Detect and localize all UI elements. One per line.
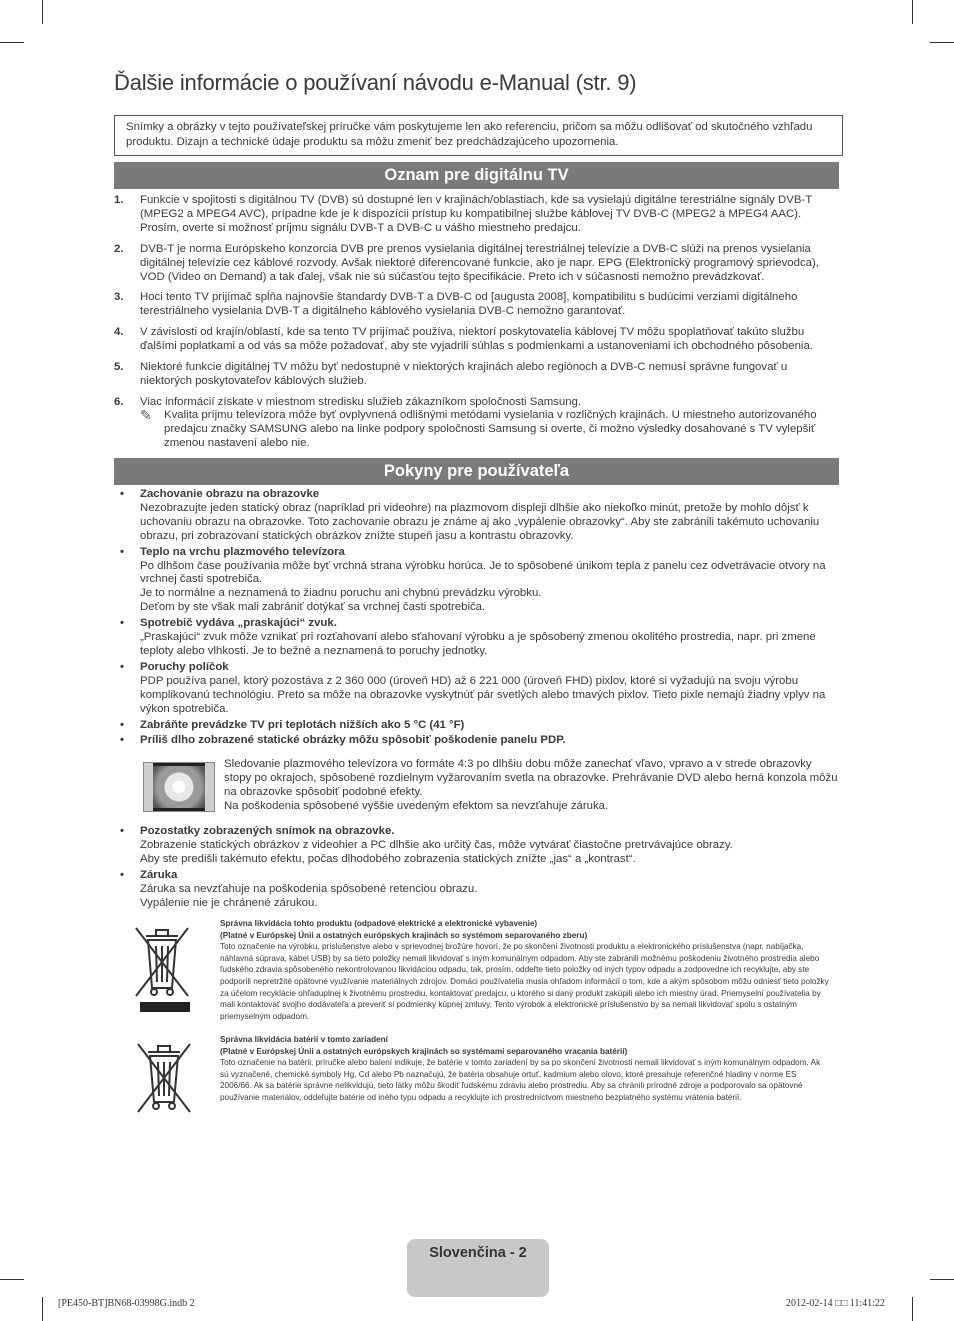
list-item: [114, 546, 838, 616]
item-text: Je to normálne a neznamená to žiadnu poruchu ani chybnú prevádzku výrobku.: [140, 587, 542, 600]
item-text: Niektoré funkcie digitálnej TV môžu byť nedostupné v niektorých krajinách alebo regiónoch a DVB-C nemusí správne fungovať u niektorých poskytovateľov káblových služieb.: [140, 361, 788, 387]
list-item: [114, 291, 838, 319]
page-title: Ďalšie informácie o používaní návodu e-Manual (str. 9): [114, 70, 637, 95]
list-item: [114, 488, 838, 544]
bullet: •: [120, 825, 124, 837]
list-item: [114, 243, 838, 285]
crop-mark: [912, 1297, 913, 1321]
item-title: Zabráňte prevádzke TV pri teplotách nižších ako 5 °C (41 °F): [140, 718, 465, 731]
item-text: PDP používa panel, ktorý pozostáva z 2 360 000 (úroveň HD) až 6 221 000 (úroveň FHD) pixlov, ktoré si vyžadujú na svoju výrobu komplikovanú technológiu. Preto sa môže na obrazovke vyskytnúť pár svetlých alebo tmavých pixlov. Tieto pixle nemajú žiadny vplyv na výkon spotrebiča.: [140, 674, 826, 715]
disclaimer-box: Snímky a obrázky v tejto používateľskej príručke vám poskytujeme len ako referenciu, pričom sa môžu odlišovať od skutočného vzhľadu produktu. Dizajn a technické údaje produktu sa môžu zmeniť bez predchádzajúceho upozornenia.: [114, 115, 843, 156]
item-title: Príliš dlho zobrazené statické obrázky môžu spôsobiť poškodenie panelu PDP.: [140, 734, 566, 747]
section-heading-digital-tv: Oznam pre digitálnu TV: [114, 162, 839, 189]
pdp-warning-text: [224, 758, 840, 814]
print-slug-file: [PE450-BT]BN68-03998G.indb 2: [58, 1298, 195, 1309]
digital-tv-list: [114, 194, 838, 417]
item-title: Záruka: [140, 868, 178, 881]
item-text: Nezobrazujte jeden statický obraz (napríklad pri videohre) na plazmovom displeji dlhšie ako niekoľko minút, pretože by mohlo dôjsť k uchovaniu obrazu na obrazovke. Toto zachovanie obrazu je známe aj ako „vypálenie obrazovky“. Aby ste zabránili takémuto uchovaniu obrazu, pri zobrazovaní statických obrázkov znížte stupeň jasu a kontrastu obrazovky.: [140, 501, 820, 542]
list-item: [114, 361, 838, 389]
disposal-body: Toto označenie na batérii, príručke alebo balení indikuje, že batérie v tomto zariadení by sa po skončení životnosti nemali likvidovať s iným komunálnym odpadom. Ak sú vyznačené, chemické symboly Hg, Cd alebo Pb naznačujú, že batéria obsahuje ortuť, kadmium alebo olovo, ktoré presahuje referenčné hladiny v norme ES 2006/66. Ak sa batérie správne nelikvidujú, tieto látky môžu škodiť ľudskému zdraviu alebo prostrediu. Aby sa chránili prírodné zdroje a podporovalo sa opätovné používanie materiálov, oddeľujte batérie od iného typu odpadu a recyklujte ich prostredníctvom miestneho bezplatného systému vrátenia batérií.: [220, 1058, 821, 1102]
pdp-text-line: Sledovanie plazmového televízora vo formáte 4:3 po dlhšiu dobu môže zanechať vľavo, vpravo a v strede obrazovky stopy po okrajoch, spôsobené rozdielnym vyžarovaním svetla na obrazovke. Prehrávanie DVD alebo herná konzola môžu na obrazovke spôsobiť podobné efekty.: [224, 758, 838, 798]
list-item: [114, 326, 838, 354]
disposal-subtitle: (Platné v Európskej Únii a ostatných európskych krajinách so systémom separovaného zberu): [220, 930, 588, 940]
item-title: Teplo na vrchu plazmového televízora: [140, 545, 345, 558]
item-text: V závislosti od krajín/oblastí, kde sa tento TV prijímač používa, niektorí poskytovatelia káblovej TV môžu spoplatňovať takúto službu ďalšími poplatkami a od vás sa môže požadovať, aby ste vyjadrili súhlas s podmienkami a ustanoveniami ich obchodného pôsobenia.: [140, 326, 813, 353]
list-item: [114, 719, 838, 733]
item-title: Spotrebič vydáva „praskajúci“ zvuk.: [140, 617, 337, 630]
item-number: 1.: [114, 194, 124, 206]
side-bar-left: [144, 763, 153, 811]
crop-mark: [930, 42, 954, 43]
crop-mark: [912, 0, 913, 24]
item-text: Funkcie v spojitosti s digitálnou TV (DVB) sú dostupné len v krajinách/oblastiach, kde sa vysielajú digitálne terestriálne signály DVB-T (MPEG2 a MPEG4 AVC), prípadne kde je k dispozícii prístup ku kompatibilnej službe káblovej TV DVB-C (MPEG2 a MPEG4 AAC). Prosím, overte si možnosť príjmu signálu DVB-T a DVB-C u vášho miestneho predajcu.: [140, 194, 812, 234]
side-bar-right: [205, 763, 214, 811]
list-item: [114, 734, 838, 748]
crop-mark: [930, 1279, 954, 1280]
item-text: Aby ste predišli takémuto efektu, počas dlhodobého zobrazenia statických znížte „jas“ a „kontrast“.: [140, 852, 636, 865]
disposal-subtitle: (Platné v Európskej Únii a ostatných európskych krajinách so systémami separovaného vracania batérií): [220, 1046, 628, 1056]
bullet: •: [120, 617, 124, 630]
disposal-body: Toto označenie na výrobku, príslušenstve alebo v sprievodnej brožúre hovorí, že po skončení životnosti produktu a elektronického príslušenstva (napr. nabíjačka, náhlavná súprava, kábel USB) by sa tieto položky nemali likvidovať s iným komunálnym odpadom. Aby ste zabránili možnému poškodeniu životného prostredia alebo ľudského zdravia spôsobeného nekontrolovanou likvidáciou odpadu, tak, prosím, oddeľte tieto položky od iných typov odpadu a zodpovedne ich recyklujte, aby ste podporili nepretržité opätovné využívanie materiálnych zdrojov. Domáci používatelia musia ohľadom informácií o tom, kde a akým spôsobom môžu odniesť tieto položky za účelom recyklácie ohľaduplnej k životnému prostrediu, kontaktovať predajcu, u ktorého si daný produkt zakúpili alebo ich miestny úrad. Priemyselní používatelia by mali kontaktovať svojho dodávateľa a preveriť si podmienky kúpnej zmluvy. Tento výrobok a elektronické príslušenstvo by sa nemali likvidovať spolu s ostatným priemyselným odpadom.: [220, 942, 829, 1021]
list-item: [114, 869, 838, 911]
reception-note: [140, 409, 854, 451]
item-number: 2.: [114, 242, 124, 255]
user-instructions-list-b: [114, 825, 838, 912]
list-item: [114, 661, 838, 717]
pdp-text-line: Na poškodenia spôsobené vyššie uvedeným efektom sa nevzťahuje záruka.: [224, 799, 609, 812]
item-text: „Praskajúci“ zvuk môže vznikať pri rozťahovaní alebo sťahovaní výrobku a je spôsobený zmenou okolitého prostredia, napr. pri zmene teploty alebo vlhkosti. Je to bežné a neznamená to poruchy jednotky.: [140, 631, 816, 657]
disposal-title: Správna likvidácia tohto produktu (odpadové elektrické a elektronické vybavenie): [220, 919, 538, 928]
item-number: 6.: [114, 395, 124, 408]
item-text: Viac informácií získate v miestnom stredisku služieb zákazníkom spoločnosti Samsung.: [140, 395, 582, 408]
item-text: DVB-T je norma Európskeho konzorcia DVB pre prenos vysielania digitálnej terestriálnej televízie a DVB-C slúži na prenos vysielania digitálnej televízie cez káblové rozvody. Avšak niektoré diferencované funkcie, ako je napr. EPG (Elektronický programový sprievodca), VOD (Video on Demand) a tak ďalej, však nie sú súčasťou tejto špecifikácie. Preto ich v súčasnosti nemožno prevádzkovať.: [140, 242, 819, 283]
item-text: Zobrazenie statických obrázkov z videohier a PC dlhšie ako určitý čas, môže vytvárať čiastočne pretrvávajúce obrazy.: [140, 838, 733, 851]
page-number-tab: [407, 1239, 549, 1297]
item-text: Deťom by ste však mali zabrániť dotýkať sa vrchnej časti spotrebiča.: [140, 601, 486, 614]
item-number: 4.: [114, 326, 124, 339]
pencil-note-icon: ✎: [140, 407, 152, 423]
item-text: Vypálenie nie je chránené zárukou.: [140, 896, 318, 909]
disposal-title: Správna likvidácia batérií v tomto zariadení: [220, 1035, 388, 1044]
tv-screen-image: [143, 762, 215, 812]
bullet: •: [120, 660, 124, 673]
item-title: Zachovanie obrazu na obrazovke: [140, 488, 320, 500]
list-item: [114, 396, 838, 410]
bullet: •: [120, 488, 124, 500]
list-item: [114, 617, 838, 659]
item-number: 5.: [114, 361, 124, 374]
bullet: •: [120, 545, 124, 558]
print-slug-date: 2012-02-14 □□ 11:41:22: [786, 1298, 885, 1309]
item-number: 3.: [114, 291, 124, 304]
crossed-bin-icon: [132, 922, 192, 1016]
item-title: Pozostatky zobrazených snímok na obrazovke.: [140, 825, 395, 837]
crop-mark: [0, 1279, 24, 1280]
crop-mark: [42, 1297, 43, 1321]
crossed-bin-icon: [134, 1040, 194, 1120]
flower-image: [153, 766, 205, 808]
list-item: [114, 194, 838, 236]
user-instructions-list-a: [114, 488, 838, 750]
note-text: Kvalita príjmu televízora môže byť ovplyvnená odlišnými metódami vysielania v rozličných krajinách. U miestneho autorizovaného predajcu značky SAMSUNG alebo na linke podpory spoločnosti Samsung si overte, či možno výsledky dosahované s TV vylepšiť zmenou nastavení alebo nie.: [164, 409, 817, 449]
page-number: Slovenčina - 2: [429, 1245, 527, 1261]
battery-disposal-text: [220, 1034, 830, 1104]
crop-mark: [0, 42, 24, 43]
item-text: Hoci tento TV prijímač spĺňa najnovšie štandardy DVB-T a DVB-C od [augusta 2008], kompatibilitu s budúcimi verziami digitálneho terestriálneho vysielania DVB-T a digitálneho káblového vysielania DVB-C nemožno garantovať.: [140, 291, 798, 318]
bullet: •: [120, 718, 124, 731]
item-text: Po dlhšom čase používania môže byť vrchná strana výrobku horúca. Je to spôsobené únikom tepla z panelu cez odvetrávacie otvory na vrchnej časti spotrebiča.: [140, 559, 826, 586]
bullet: •: [120, 734, 124, 747]
crop-mark: [42, 0, 43, 24]
item-title: Poruchy políčok: [140, 660, 229, 673]
list-item: [114, 825, 838, 867]
item-text: Záruka sa nevzťahuje na poškodenia spôsobené retenciou obrazu.: [140, 882, 478, 895]
bullet: •: [120, 868, 124, 881]
section-heading-user-instructions: Pokyny pre používateľa: [114, 458, 839, 485]
weee-disposal-text: [220, 918, 830, 1022]
